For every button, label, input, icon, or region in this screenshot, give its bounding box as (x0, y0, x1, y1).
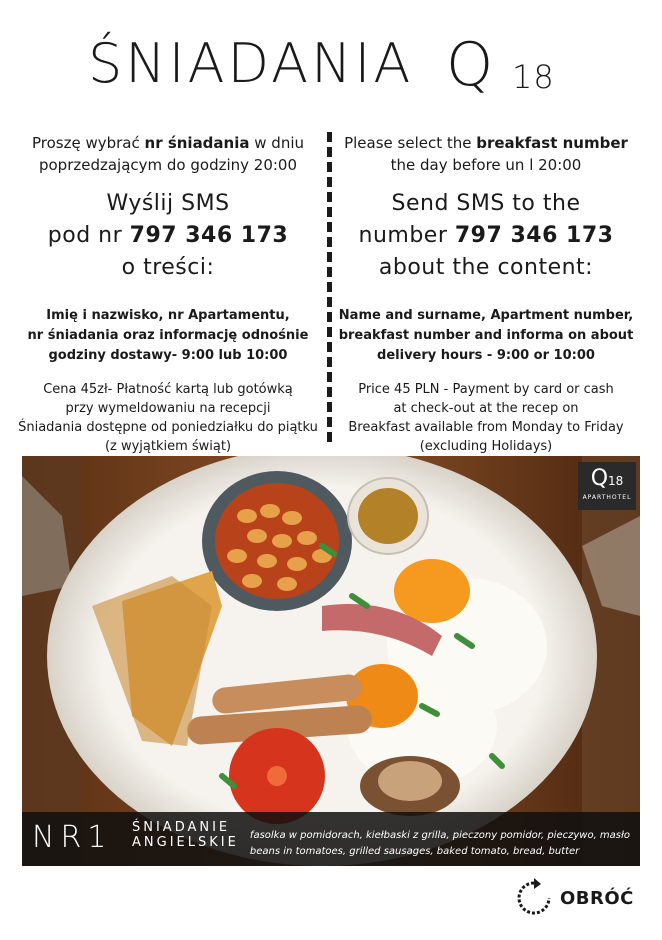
pl-intro: Proszę wybrać nr śniadania w dniu poprzedzającym do godziny 20:00 (31, 134, 305, 174)
q18-logo (446, 30, 596, 102)
menu-item-banner (22, 812, 640, 866)
rotate-icon (514, 878, 554, 918)
apart-hotel-logo: Q18 APARTHOTEL (578, 462, 636, 510)
en-price-info: Price 45 PLN - Payment by card or cash at check-out at the recep on Breakfast available from Monday to Friday (excluding Holidays) (348, 382, 624, 454)
pl-sms-instructions: Wyślij SMS pod nr 797 346 173 o treści: (47, 191, 289, 280)
en-phone-number[interactable]: 797 346 173 (454, 223, 614, 248)
en-sms-instructions: Send SMS to the number 797 346 173 about the content: (358, 191, 614, 280)
pl-price-info: Cena 45zł- Płatność kartą lub gotówką przy wymeldowaniu na recepcji Śniadania dostępne od poniedziałku do piątku (z wyjątkiem świąt) (18, 382, 318, 454)
menu-number: NR1 (32, 820, 113, 855)
english-column (336, 132, 636, 456)
logo-number: 18 (512, 58, 555, 96)
column-divider (327, 132, 332, 442)
en-intro: Please select the breakfast number the day before un l 20:00 (344, 134, 628, 174)
pl-phone-number[interactable]: 797 346 173 (129, 223, 289, 248)
en-details: Name and surname, Apartment number, breakfast number and informa on about delivery hours - 9:00 or 10:00 (338, 308, 634, 363)
breakfast-photo (22, 456, 640, 866)
pl-details: Imię i nazwisko, nr Apartamentu, nr śniadania oraz informację odnośnie godziny dostawy- 9:00 lub 10:00 (27, 308, 309, 363)
polish-column (18, 132, 318, 456)
header (0, 28, 662, 108)
breakfast-illustration (22, 456, 640, 866)
menu-description: fasolka w pomidorach, kiełbaski z grilla, pieczony pomidor, pieczywo, masło beans in tomatoes, grilled sausages, baked tomato, bread, butter (249, 830, 630, 857)
menu-name: ŚNIADANIE ANGIELSKIE (132, 820, 239, 850)
flip-page-button[interactable] (514, 878, 644, 918)
logo-letter: Q (446, 30, 494, 100)
flip-label[interactable]: OBRÓĆ (560, 888, 634, 909)
page-title: ŚNIADANIA (88, 32, 414, 95)
